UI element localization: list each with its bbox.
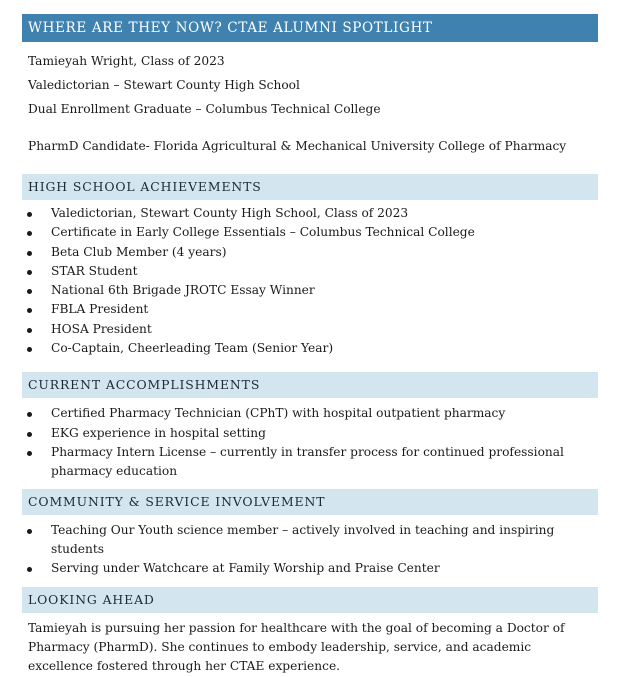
list-item: Teaching Our Youth science member – actively involved in teaching and inspiring students xyxy=(22,521,598,560)
bullet-icon xyxy=(27,567,32,572)
section-heading-high-school: HIGH SCHOOL ACHIEVEMENTS xyxy=(22,174,598,200)
list-item: Pharmacy Intern License – currently in transfer process for continued professional pharmacy education xyxy=(22,443,598,482)
looking-ahead-paragraph: Tamieyah is pursuing her passion for healthcare with the goal of becoming a Doctor of Pharmacy (PharmD). She continues to embody leadership, service, and academic excellence fostered through her CTAE experience. xyxy=(28,621,565,674)
section-heading-current: CURRENT ACCOMPLISHMENTS xyxy=(22,372,598,398)
bullet-icon xyxy=(27,212,32,217)
bullet-icon xyxy=(27,231,32,236)
spotlight-banner: WHERE ARE THEY NOW? CTAE ALUMNI SPOTLIGHT xyxy=(22,14,598,42)
spotlight-document xyxy=(22,14,598,676)
high-school-list xyxy=(22,204,598,358)
enrollment-line: Dual Enrollment Graduate – Columbus Technical College xyxy=(28,102,381,116)
current-accomplishments-list xyxy=(22,404,598,481)
bullet-icon xyxy=(27,451,32,456)
bullet-icon xyxy=(27,289,32,294)
bullet-icon xyxy=(27,270,32,275)
list-item: Co-Captain, Cheerleading Team (Senior Year) xyxy=(22,339,598,358)
list-item: Certificate in Early College Essentials – Columbus Technical College xyxy=(22,223,598,242)
list-item: EKG experience in hospital setting xyxy=(22,424,598,443)
list-item: STAR Student xyxy=(22,262,598,281)
list-item: Valedictorian, Stewart County High School, Class of 2023 xyxy=(22,204,598,223)
list-item: HOSA President xyxy=(22,320,598,339)
list-item: Serving under Watchcare at Family Worship and Praise Center xyxy=(22,559,598,578)
list-item: Certified Pharmacy Technician (CPhT) with hospital outpatient pharmacy xyxy=(22,404,598,423)
list-item: FBLA President xyxy=(22,300,598,319)
section-heading-looking-ahead: LOOKING AHEAD xyxy=(22,587,598,613)
bullet-icon xyxy=(27,347,32,352)
honor-line: Valedictorian – Stewart County High School xyxy=(28,78,300,92)
bullet-icon xyxy=(27,529,32,534)
bullet-icon xyxy=(27,251,32,256)
list-item: Beta Club Member (4 years) xyxy=(22,243,598,262)
bullet-icon xyxy=(27,432,32,437)
bullet-icon xyxy=(27,308,32,313)
bullet-icon xyxy=(27,412,32,417)
bullet-icon xyxy=(27,328,32,333)
community-list xyxy=(22,521,598,579)
name-line: Tamieyah Wright, Class of 2023 xyxy=(28,54,225,68)
list-item: National 6th Brigade JROTC Essay Winner xyxy=(22,281,598,300)
section-heading-community: COMMUNITY & SERVICE INVOLVEMENT xyxy=(22,489,598,515)
current-program-line: PharmD Candidate- Florida Agricultural & Mechanical University College of Pharmacy xyxy=(28,139,567,153)
